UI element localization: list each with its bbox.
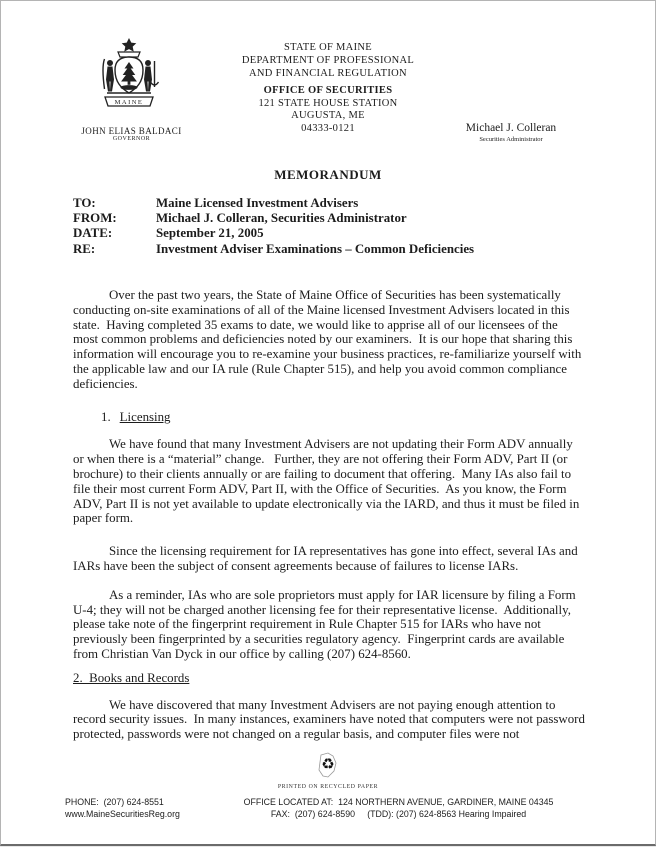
- office-address-line: AUGUSTA, ME: [291, 110, 365, 121]
- field-label-re: RE:: [73, 241, 96, 256]
- office-address-line: 121 STATE HOUSE STATION: [258, 97, 398, 109]
- office-address-line: 04333-0121: [301, 122, 355, 134]
- field-value-from: Michael J. Colleran, Securities Administrator: [156, 211, 407, 226]
- administrator-block: [431, 122, 591, 144]
- section-2-heading: [73, 671, 585, 686]
- memo-title: MEMORANDUM: [274, 167, 382, 182]
- recycle-mark: [1, 751, 655, 786]
- org-line: AND FINANCIAL REGULATION: [249, 68, 407, 79]
- field-value-to: Maine Licensed Investment Advisers: [156, 196, 359, 210]
- intro-paragraph: Over the past two years, the State of Maine Office of Securities has been systematically conducting on-site examinations of all of the Maine licensed Investment Advisers located in this state. Having completed 35 exams to date, we would like to apprise all of our licensees of the most common problems and deficiencies noted by our examiners. It is our hope that sharing this information will encourage you to re-examine your business practices, re-familiarize yourself with the applicable law and our IA rule (Rule Chapter 515), and help you avoid common compliance deficiencies.: [73, 288, 585, 391]
- footer-office-location: OFFICE LOCATED AT: 124 NORTHERN AVENUE, GARDINER, MAINE 04345: [243, 797, 554, 807]
- footer-contact-left: [65, 797, 180, 821]
- administrator-title: Securities Administrator: [479, 136, 543, 143]
- recycle-maine-icon: [313, 751, 343, 781]
- org-line: DEPARTMENT OF PROFESSIONAL: [241, 55, 415, 66]
- field-label-date: DATE:: [73, 226, 113, 241]
- memo-body: [73, 288, 589, 742]
- footer-phone: PHONE: (207) 624-8551: [65, 797, 164, 807]
- recycled-paper-caption: PRINTED ON RECYCLED PAPER: [277, 784, 379, 790]
- section-1-paragraph: Since the licensing requirement for IA representatives has gone into effect, several IAs and IARs have been the subject of consent agreements because of failures to license IARs.: [73, 544, 581, 573]
- field-label-to: TO:: [73, 196, 96, 210]
- office-name: OFFICE OF SECURITIES: [263, 85, 393, 96]
- recycle-glyph: ♻: [321, 755, 335, 773]
- field-label-from: FROM:: [73, 211, 117, 226]
- memo-fields: [73, 196, 593, 257]
- section-1-heading: [101, 410, 585, 425]
- footer-fax-tdd: FAX: (207) 624-8590 (TDD): (207) 624-8563 Hearing Impaired: [270, 808, 527, 819]
- footer-contact-right: [206, 797, 591, 821]
- org-line: STATE OF MAINE: [284, 42, 372, 53]
- administrator-name: Michael J. Colleran: [465, 122, 557, 134]
- section-2-paragraph: We have discovered that many Investment Advisers are not paying enough attention to record security issues. In many instances, examiners have noted that computers were not password protected, passwords were not changed on a regular basis, and computer files were not: [73, 697, 589, 742]
- section-1-paragraph: We have found that many Investment Advisers are not updating their Form ADV annually or when there is a “material” change. Further, they are not offering their Form ADV, Part II (or brochure) to their clients annually or are failing to document that offering. Many IAs also fail to file their most current Form ADV, Part II, with the Office of Securities. As you know, the Form ADV, Part II is not yet available to update electronically via the IARD, and thus it must be filed in paper form.: [73, 437, 583, 526]
- section-1-paragraph: As a reminder, IAs who are sole proprietors must apply for IAR licensure by filing a Form U-4; they will not be charged another licensing fee for their representative license. Additionally, please take note of the fingerprint requirement in Rule Chapter 515 for IARs who have not previously been fingerprinted by a securities regulatory agency. Fingerprint cards are available from Christian Van Dyck in our office by calling (207) 624-8560.: [73, 587, 579, 661]
- seal-banner-text: MAINE: [114, 99, 144, 106]
- governor-name: JOHN ELIAS BALDACI: [81, 126, 182, 136]
- governor-title: GOVERNOR: [112, 136, 151, 143]
- field-value-re: Investment Adviser Examinations – Common Deficiencies: [156, 241, 475, 256]
- section-2-title: 2. Books and Records: [73, 670, 190, 685]
- section-1-title: Licensing: [119, 409, 171, 424]
- letterhead-org: [1, 41, 655, 80]
- field-value-date: September 21, 2005: [156, 226, 264, 241]
- section-1-number: 1.: [101, 409, 111, 424]
- footer-website: www.MaineSecuritiesReg.org: [65, 808, 180, 819]
